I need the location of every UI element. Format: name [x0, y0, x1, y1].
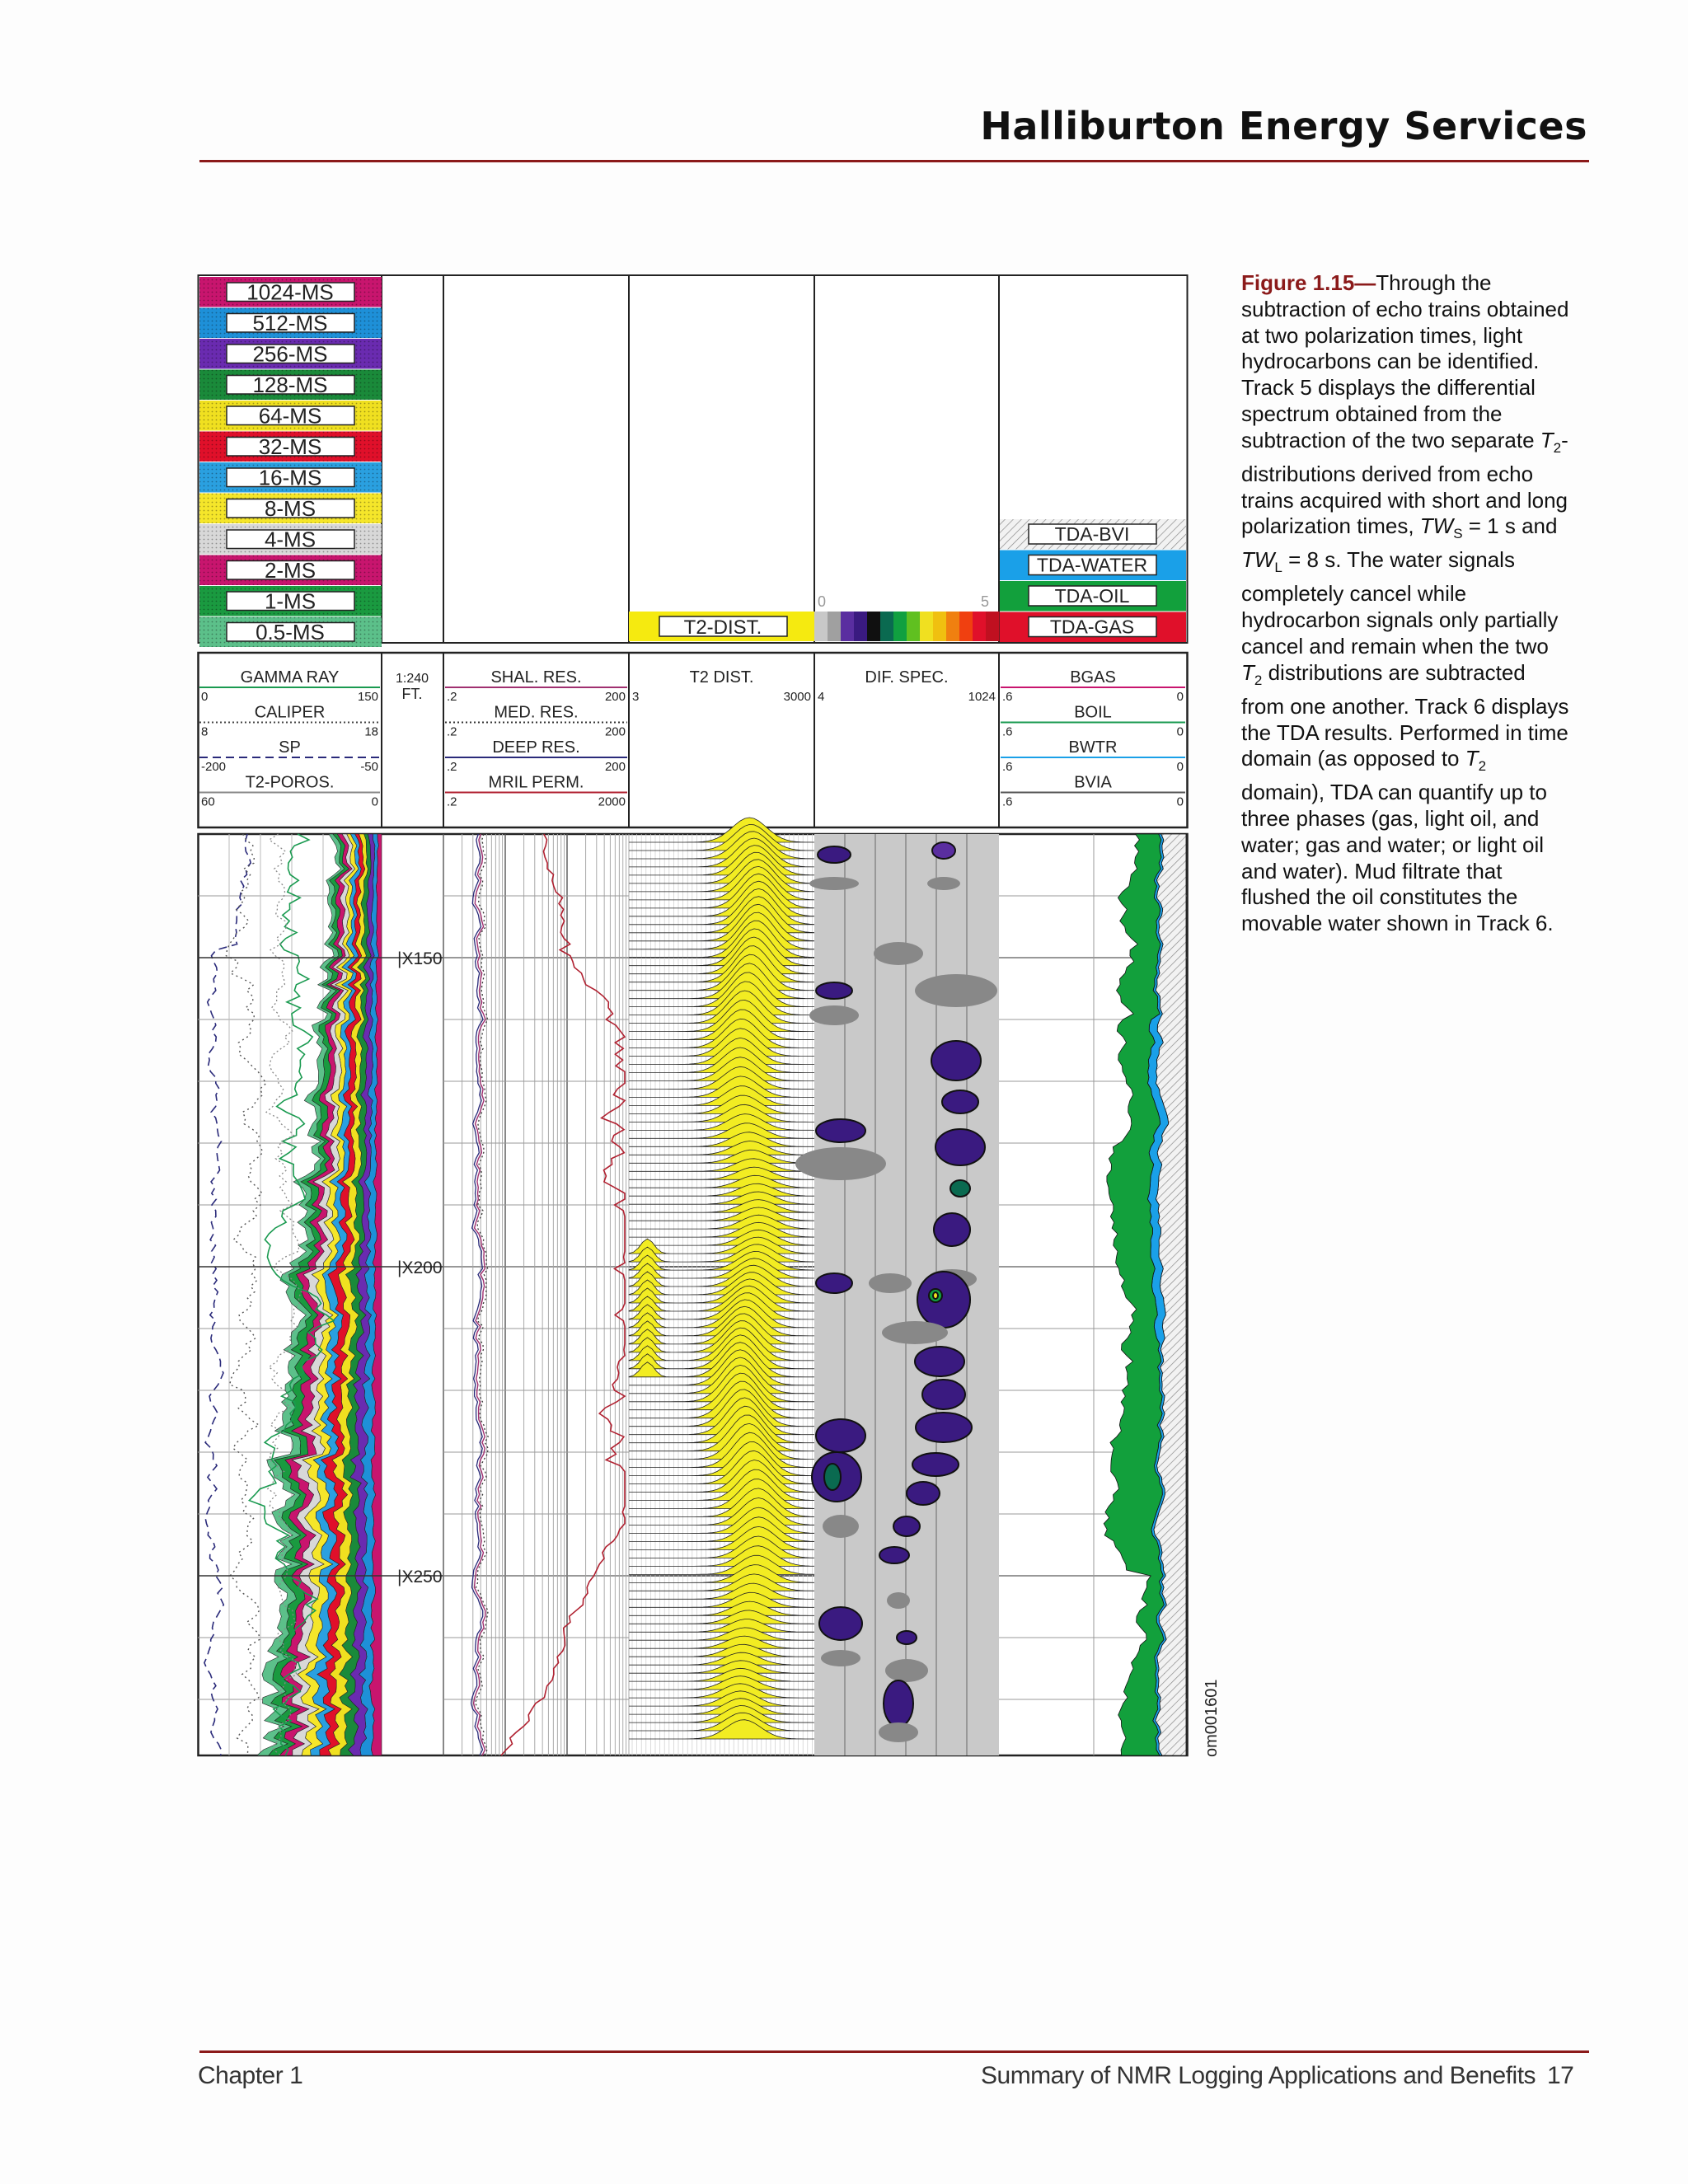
color-scale-cell — [933, 612, 947, 641]
color-scale-cell — [907, 612, 921, 641]
color-scale-cell — [959, 612, 973, 641]
color-scale-cell — [867, 612, 881, 641]
dif-spec-blob — [816, 1419, 865, 1452]
dif-spec-blob — [907, 1482, 940, 1505]
dif-spec-blob — [915, 974, 997, 1007]
bin-legend-label: 32-MS — [258, 434, 322, 459]
color-scale-cell — [828, 612, 842, 641]
color-scale-cell — [880, 612, 894, 641]
dif-spec-blob — [933, 1292, 938, 1299]
caption-text-6: domain), TDA can quantify up to three phases (gas, light oil, and water; gas and water; or light oil and water). Mud filtrate that flushed the oil constitutes the movable water shown in Track 6. — [1241, 780, 1554, 936]
track6-curve-name: BGAS — [1070, 668, 1116, 687]
track3-curve-name: MRIL PERM. — [488, 773, 584, 792]
footer-section-title: Summary of NMR Logging Applications and Benefits — [981, 2062, 1536, 2089]
track5-scale-left: 4 — [818, 690, 825, 704]
header-rule — [199, 160, 1589, 162]
track4-scale-left: 3 — [632, 690, 640, 704]
track3-curve-name: SHAL. RES. — [490, 668, 582, 687]
dif-spec-blob — [922, 1380, 965, 1409]
depth-scale-label: 1:240 — [395, 672, 429, 686]
track5-scale-right: 1024 — [968, 690, 996, 704]
tda-legend-label: TDA-OIL — [1054, 585, 1130, 607]
track1-scale-right: 0 — [371, 794, 378, 809]
tda-legend-label: TDA-GAS — [1049, 616, 1135, 638]
dif-spec-blob — [824, 1464, 841, 1490]
track1-scale-left: -200 — [201, 760, 227, 774]
color-scale-cell — [973, 612, 987, 641]
dif-spec-blob — [932, 842, 955, 859]
dif-spec-blob — [879, 1547, 909, 1563]
caption-text-5: distributions are subtracted from one another. Track 6 displays the TDA results. Performed in time domain (as opposed to — [1241, 659, 1569, 771]
track6-scale-right: 0 — [1176, 794, 1184, 809]
bin-legend-label: 1-MS — [264, 588, 316, 614]
dif-spec-blob — [916, 1413, 972, 1442]
dif-spec-blob — [893, 1516, 920, 1536]
track3-scale-left: .2 — [447, 724, 457, 739]
dif-spec-blob — [897, 1631, 917, 1644]
dif-spec-blob — [795, 1147, 886, 1180]
track6-scale-right: 0 — [1176, 760, 1184, 774]
nmr-log-figure — [198, 274, 1221, 1762]
track3-curve-name: DEEP RES. — [492, 738, 580, 757]
color-scale-cell — [814, 612, 828, 641]
track1-curve-name: SP — [279, 738, 301, 757]
color-scale-max: 5 — [980, 593, 989, 610]
track1-curve-name: T2-POROS. — [245, 773, 335, 792]
caption-text-2: -distributions derived from echo trains acquired with short and long polarization times, — [1241, 427, 1568, 539]
footer-page-number: 17 — [1547, 2062, 1574, 2089]
color-scale-cell — [946, 612, 960, 641]
caption-t2-subscript: 2 — [1553, 439, 1562, 456]
footer-chapter: Chapter 1 — [198, 2062, 303, 2089]
bin-legend-label: 8-MS — [264, 496, 316, 521]
dif-spec-blob — [884, 1680, 913, 1727]
track3-scale-left: .2 — [447, 690, 457, 704]
track6-scale-right: 0 — [1176, 724, 1184, 739]
figure-label: Figure 1.15— — [1241, 270, 1376, 295]
figure-id-label: om001601 — [1203, 1679, 1221, 1757]
dif-spec-blob — [879, 1722, 918, 1742]
dif-spec-blob — [887, 1592, 910, 1609]
track3-scale-left: .2 — [447, 760, 457, 774]
legend-section — [199, 275, 1188, 647]
track1-scale-left: 0 — [201, 690, 209, 704]
bin-legend-label: 2-MS — [264, 558, 316, 583]
caption-t2-symbol: T — [1540, 427, 1554, 452]
bin-legend-label: 64-MS — [258, 403, 322, 429]
track6-curve-name: BWTR — [1068, 738, 1118, 757]
bin-legend-label: 1024-MS — [246, 279, 334, 305]
dif-spec-blob — [819, 1607, 862, 1640]
bin-legend-label: 256-MS — [252, 341, 328, 367]
caption-tws-symbol: TW — [1419, 513, 1454, 539]
dif-spec-blob — [935, 1129, 985, 1165]
caption-t2-symbol: T — [1241, 659, 1254, 685]
track6-scale-right: 0 — [1176, 690, 1184, 704]
dif-spec-blob — [927, 877, 960, 890]
color-scale-cell — [893, 612, 907, 641]
color-scale-cell — [841, 612, 855, 641]
caption-text-4: = 8 s. The water signals completely cancel while hydrocarbon signals only partially cancel and remain when the two — [1241, 547, 1559, 658]
bin-legend-label: 4-MS — [264, 527, 316, 552]
track3-scale-left: .2 — [447, 794, 457, 809]
dif-spec-blob — [882, 1321, 948, 1344]
track3-scale-right: 200 — [604, 690, 626, 704]
dif-spec-blob — [942, 1090, 978, 1113]
caption-t2-subscript: 2 — [1254, 672, 1263, 688]
depth-label: |X200 — [397, 1258, 443, 1277]
caption-twl-subscript: L — [1274, 560, 1282, 576]
track1-curve-name: CALIPER — [254, 703, 326, 722]
tda-legend-label: TDA-BVI — [1054, 523, 1130, 545]
track4-name: T2 DIST. — [689, 668, 754, 687]
bin-legend-label: 128-MS — [252, 373, 328, 397]
color-scale-min: 0 — [818, 593, 827, 610]
track6-scale-left: .6 — [1002, 690, 1013, 704]
track3-curve-name: MED. RES. — [494, 703, 579, 722]
dif-spec-blob — [931, 1041, 981, 1080]
bin-legend-label: 512-MS — [252, 311, 328, 335]
dif-spec-blob — [874, 942, 923, 965]
track6-scale-left: .6 — [1002, 760, 1013, 774]
caption-t2-subscript: 2 — [1478, 758, 1487, 775]
track3-scale-right: 200 — [604, 724, 626, 739]
track1-curve-name: GAMMA RAY — [240, 668, 340, 687]
depth-label: |X150 — [397, 949, 443, 968]
dif-spec-blob — [818, 846, 851, 863]
log-body-section — [198, 818, 1221, 1757]
caption-t2-symbol: T — [1465, 746, 1479, 771]
track1-scale-right: -50 — [360, 760, 378, 774]
caption-text-1: Through the subtraction of echo trains obtained at two polarization times, light hydrocarbons can be identified. Track 5 displays the differential spectrum obtained from the subtraction of the two separate — [1241, 270, 1569, 452]
bin-legend-label: 16-MS — [258, 465, 322, 490]
dif-spec-blob — [821, 1650, 860, 1666]
dif-spec-blob — [816, 1273, 852, 1293]
caption-tws-subscript: S — [1453, 526, 1463, 542]
page-header-title: Halliburton Energy Services — [980, 104, 1587, 148]
tda-legend-label: TDA-WATER — [1036, 554, 1148, 576]
t2-dist-legend-label: T2-DIST. — [683, 616, 762, 639]
track5-name: DIF. SPEC. — [865, 668, 949, 687]
caption-text-3: = 1 s and — [1462, 513, 1558, 539]
dif-spec-blob — [915, 1347, 964, 1376]
dif-spec-blob — [885, 1659, 928, 1682]
color-scale-cell — [920, 612, 934, 641]
track3-scale-right: 2000 — [598, 794, 626, 809]
track6-scale-left: .6 — [1002, 724, 1013, 739]
depth-label: |X250 — [397, 1568, 443, 1586]
track6-curve-name: BOIL — [1074, 703, 1112, 722]
bin-legend-label: 0.5-MS — [256, 620, 325, 644]
track1-scale-left: 60 — [201, 794, 215, 809]
track6-scale-left: .6 — [1002, 794, 1013, 809]
track4-scale-right: 3000 — [783, 690, 811, 704]
color-scale-cell — [854, 612, 868, 641]
footer-rule — [199, 2050, 1589, 2053]
track1-scale-left: 8 — [201, 724, 209, 739]
dif-spec-blob — [816, 982, 852, 999]
dif-spec-blob — [934, 1213, 970, 1246]
track6-curve-name: BVIA — [1074, 773, 1112, 792]
track-header-section — [199, 653, 1188, 827]
dif-spec-blob — [950, 1180, 970, 1197]
color-scale-cell — [986, 612, 1000, 641]
dif-spec-blob — [816, 1119, 865, 1142]
dif-spec-blob — [809, 1005, 859, 1025]
dif-spec-blob — [869, 1273, 912, 1293]
track1-scale-right: 18 — [364, 724, 378, 739]
figure-caption — [1241, 270, 1571, 937]
caption-twl-symbol: TW — [1241, 547, 1275, 573]
track1-scale-right: 150 — [357, 690, 378, 704]
dif-spec-blob — [917, 1272, 970, 1328]
depth-unit-label: FT. — [401, 686, 423, 702]
dif-spec-blob — [823, 1515, 859, 1538]
dif-spec-blob — [809, 877, 859, 890]
dif-spec-blob — [912, 1453, 959, 1476]
track3-scale-right: 200 — [604, 760, 626, 774]
